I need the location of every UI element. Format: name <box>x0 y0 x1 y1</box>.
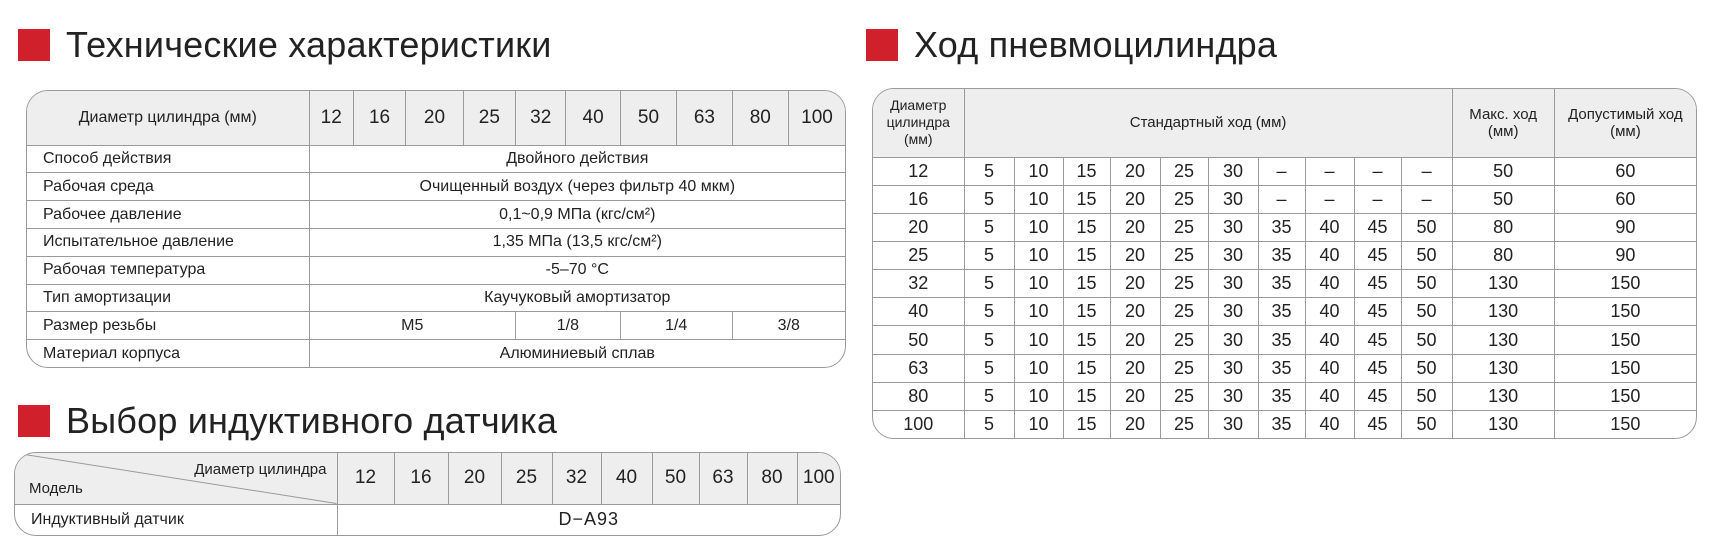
stroke-value: 25 <box>1160 410 1208 438</box>
stroke-row <box>873 157 1696 185</box>
spec-row-label: Тип амортизации <box>27 284 309 312</box>
sensor-diameter: 16 <box>394 453 448 504</box>
spec-diameter: 32 <box>516 91 566 145</box>
stroke-value: 30 <box>1208 382 1258 410</box>
stroke-value: – <box>1258 157 1305 185</box>
spec-title: Технические характеристики <box>66 24 552 65</box>
stroke-max: 80 <box>1452 241 1554 269</box>
stroke-value: 30 <box>1208 213 1258 241</box>
stroke-value: 35 <box>1258 382 1305 410</box>
spec-table <box>26 90 846 368</box>
stroke-diameter: 100 <box>873 410 964 438</box>
stroke-value: 40 <box>1305 241 1354 269</box>
stroke-value: 10 <box>1014 270 1063 298</box>
stroke-value: 45 <box>1354 270 1401 298</box>
stroke-allowed: 150 <box>1554 382 1696 410</box>
stroke-value: 45 <box>1354 326 1401 354</box>
stroke-value: 35 <box>1258 298 1305 326</box>
spec-row-cushion <box>27 284 845 312</box>
stroke-value: – <box>1401 157 1452 185</box>
stroke-value: 5 <box>964 213 1014 241</box>
stroke-value: 15 <box>1063 241 1110 269</box>
stroke-value: 15 <box>1063 298 1110 326</box>
stroke-value: 50 <box>1401 270 1452 298</box>
sensor-corner-cell <box>15 453 337 504</box>
stroke-row <box>873 382 1696 410</box>
spec-row-label: Способ действия <box>27 145 309 173</box>
sensor-diameter: 32 <box>552 453 601 504</box>
sensor-corner-top: Диаметр цилиндра <box>194 461 327 478</box>
stroke-value: – <box>1305 157 1354 185</box>
stroke-max: 130 <box>1452 270 1554 298</box>
sensor-diameter: 25 <box>501 453 552 504</box>
stroke-value: 20 <box>1110 185 1160 213</box>
stroke-value: 5 <box>964 326 1014 354</box>
stroke-value: 40 <box>1305 298 1354 326</box>
spec-header-label: Диаметр цилиндра (мм) <box>27 91 309 145</box>
spec-row-label: Рабочая среда <box>27 173 309 201</box>
stroke-value: 15 <box>1063 354 1110 382</box>
spec-thread-value: 3/8 <box>732 312 845 340</box>
spec-section-title <box>18 24 552 66</box>
sensor-row-label: Индуктивный датчик <box>15 504 337 535</box>
stroke-value: 20 <box>1110 326 1160 354</box>
stroke-diameter: 63 <box>873 354 964 382</box>
stroke-allowed: 150 <box>1554 270 1696 298</box>
stroke-value: 5 <box>964 410 1014 438</box>
stroke-value: 15 <box>1063 185 1110 213</box>
stroke-value: 30 <box>1208 241 1258 269</box>
stroke-value: 25 <box>1160 298 1208 326</box>
stroke-row <box>873 410 1696 438</box>
sensor-diameter: 50 <box>652 453 699 504</box>
stroke-row <box>873 270 1696 298</box>
stroke-value: 25 <box>1160 354 1208 382</box>
stroke-allowed: 90 <box>1554 213 1696 241</box>
stroke-title: Ход пневмоцилиндра <box>914 24 1278 65</box>
sensor-table <box>14 452 841 536</box>
stroke-row <box>873 213 1696 241</box>
stroke-value: 40 <box>1305 410 1354 438</box>
stroke-value: – <box>1401 185 1452 213</box>
stroke-value: – <box>1258 185 1305 213</box>
stroke-value: 10 <box>1014 241 1063 269</box>
stroke-value: 20 <box>1110 157 1160 185</box>
sensor-diameter: 20 <box>448 453 501 504</box>
stroke-value: 20 <box>1110 213 1160 241</box>
red-square-marker <box>866 29 898 61</box>
spec-diameter: 100 <box>789 91 846 145</box>
sensor-header-row <box>15 453 840 504</box>
stroke-value: 45 <box>1354 410 1401 438</box>
stroke-allowed: 150 <box>1554 298 1696 326</box>
stroke-header-max: Макс. ход (мм) <box>1452 89 1554 157</box>
stroke-value: 35 <box>1258 213 1305 241</box>
sensor-diameter: 12 <box>337 453 394 504</box>
stroke-max: 130 <box>1452 410 1554 438</box>
stroke-max: 130 <box>1452 382 1554 410</box>
stroke-value: 5 <box>964 185 1014 213</box>
stroke-value: 45 <box>1354 354 1401 382</box>
stroke-row <box>873 241 1696 269</box>
spec-row-label: Рабочая температура <box>27 256 309 284</box>
sensor-diameter: 63 <box>699 453 747 504</box>
stroke-header-row <box>873 89 1696 157</box>
spec-diameter: 20 <box>406 91 463 145</box>
red-square-marker <box>18 29 50 61</box>
spec-row-value: 1,35 МПа (13,5 кгс/см²) <box>309 228 845 256</box>
stroke-value: 25 <box>1160 382 1208 410</box>
stroke-value: 10 <box>1014 298 1063 326</box>
spec-row-test-pressure <box>27 228 845 256</box>
stroke-diameter: 16 <box>873 185 964 213</box>
stroke-value: 20 <box>1110 270 1160 298</box>
stroke-value: 30 <box>1208 185 1258 213</box>
stroke-value: 10 <box>1014 185 1063 213</box>
stroke-value: 10 <box>1014 157 1063 185</box>
stroke-value: 50 <box>1401 410 1452 438</box>
stroke-value: 20 <box>1110 382 1160 410</box>
stroke-value: 50 <box>1401 354 1452 382</box>
stroke-value: 45 <box>1354 213 1401 241</box>
stroke-allowed: 150 <box>1554 410 1696 438</box>
spec-row-value: Двойного действия <box>309 145 845 173</box>
stroke-value: – <box>1354 157 1401 185</box>
spec-row-value: Очищенный воздух (через фильтр 40 мкм) <box>309 173 845 201</box>
stroke-value: 10 <box>1014 382 1063 410</box>
spec-thread-value: 1/8 <box>516 312 621 340</box>
stroke-value: – <box>1305 185 1354 213</box>
stroke-value: 40 <box>1305 270 1354 298</box>
stroke-diameter: 50 <box>873 326 964 354</box>
stroke-value: 45 <box>1354 241 1401 269</box>
stroke-row <box>873 298 1696 326</box>
stroke-diameter: 25 <box>873 241 964 269</box>
stroke-value: 45 <box>1354 382 1401 410</box>
stroke-value: 50 <box>1401 213 1452 241</box>
stroke-diameter: 40 <box>873 298 964 326</box>
stroke-value: 20 <box>1110 298 1160 326</box>
spec-diameter: 40 <box>566 91 620 145</box>
stroke-value: 40 <box>1305 382 1354 410</box>
stroke-table <box>872 88 1697 439</box>
stroke-value: 30 <box>1208 157 1258 185</box>
spec-diameter: 25 <box>463 91 515 145</box>
stroke-value: 25 <box>1160 157 1208 185</box>
stroke-max: 80 <box>1452 213 1554 241</box>
spec-header-row <box>27 91 845 145</box>
spec-thread-value: M5 <box>309 312 515 340</box>
stroke-value: 15 <box>1063 270 1110 298</box>
stroke-value: 25 <box>1160 185 1208 213</box>
spec-row-thread <box>27 312 845 340</box>
spec-row-label: Рабочее давление <box>27 201 309 229</box>
stroke-value: 50 <box>1401 298 1452 326</box>
stroke-value: 5 <box>964 354 1014 382</box>
stroke-value: 40 <box>1305 326 1354 354</box>
stroke-value: 20 <box>1110 354 1160 382</box>
stroke-row <box>873 354 1696 382</box>
spec-diameter: 63 <box>677 91 732 145</box>
stroke-value: 35 <box>1258 326 1305 354</box>
stroke-value: 5 <box>964 270 1014 298</box>
stroke-value: 35 <box>1258 354 1305 382</box>
stroke-value: 25 <box>1160 213 1208 241</box>
stroke-value: 40 <box>1305 354 1354 382</box>
spec-row-action <box>27 145 845 173</box>
stroke-value: 40 <box>1305 213 1354 241</box>
spec-row-temperature <box>27 256 845 284</box>
stroke-value: 25 <box>1160 270 1208 298</box>
stroke-value: 25 <box>1160 241 1208 269</box>
spec-diameter: 80 <box>732 91 788 145</box>
stroke-value: 50 <box>1401 241 1452 269</box>
stroke-value: 10 <box>1014 213 1063 241</box>
stroke-allowed: 150 <box>1554 326 1696 354</box>
stroke-section-title <box>866 24 1277 66</box>
stroke-header-standard: Стандартный ход (мм) <box>964 89 1452 157</box>
stroke-value: 25 <box>1160 326 1208 354</box>
stroke-value: 35 <box>1258 241 1305 269</box>
stroke-value: 30 <box>1208 410 1258 438</box>
stroke-value: 50 <box>1401 326 1452 354</box>
sensor-corner-bottom: Модель <box>29 479 83 497</box>
stroke-value: 10 <box>1014 354 1063 382</box>
stroke-header-allowed: Допустимый ход (мм) <box>1554 89 1696 157</box>
stroke-value: 35 <box>1258 270 1305 298</box>
stroke-value: – <box>1354 185 1401 213</box>
stroke-allowed: 90 <box>1554 241 1696 269</box>
stroke-max: 130 <box>1452 298 1554 326</box>
stroke-value: 30 <box>1208 326 1258 354</box>
spec-row-label: Материал корпуса <box>27 340 309 367</box>
stroke-value: 15 <box>1063 213 1110 241</box>
stroke-value: 15 <box>1063 382 1110 410</box>
stroke-allowed: 60 <box>1554 185 1696 213</box>
spec-row-material <box>27 340 845 367</box>
stroke-body <box>873 157 1696 438</box>
spec-thread-value: 1/4 <box>620 312 732 340</box>
stroke-value: 10 <box>1014 410 1063 438</box>
stroke-row <box>873 185 1696 213</box>
stroke-allowed: 150 <box>1554 354 1696 382</box>
spec-row-pressure <box>27 201 845 229</box>
stroke-value: 10 <box>1014 326 1063 354</box>
stroke-row <box>873 326 1696 354</box>
stroke-header-diameter: Диаметр цилиндра (мм) <box>873 89 964 157</box>
spec-row-value: 0,1~0,9 МПа (кгс/см²) <box>309 201 845 229</box>
spec-row-value: Алюминиевый сплав <box>309 340 845 367</box>
sensor-title: Выбор индуктивного датчика <box>66 400 558 441</box>
spec-row-value: -5–70 °C <box>309 256 845 284</box>
stroke-value: 15 <box>1063 326 1110 354</box>
spec-row-label: Размер резьбы <box>27 312 309 340</box>
stroke-value: 30 <box>1208 270 1258 298</box>
stroke-max: 50 <box>1452 185 1554 213</box>
spec-row-label: Испытательное давление <box>27 228 309 256</box>
sensor-diameter: 40 <box>601 453 652 504</box>
stroke-value: 45 <box>1354 298 1401 326</box>
stroke-max: 50 <box>1452 157 1554 185</box>
stroke-max: 130 <box>1452 326 1554 354</box>
stroke-diameter: 32 <box>873 270 964 298</box>
stroke-value: 5 <box>964 157 1014 185</box>
spec-diameter: 16 <box>353 91 405 145</box>
stroke-value: 5 <box>964 241 1014 269</box>
spec-diameter: 50 <box>620 91 676 145</box>
stroke-value: 20 <box>1110 241 1160 269</box>
spec-row-value: Каучуковый амортизатор <box>309 284 845 312</box>
sensor-row-value: D−A93 <box>337 504 840 535</box>
stroke-value: 15 <box>1063 410 1110 438</box>
sensor-diameter: 80 <box>747 453 797 504</box>
stroke-value: 30 <box>1208 354 1258 382</box>
stroke-value: 20 <box>1110 410 1160 438</box>
stroke-value: 35 <box>1258 410 1305 438</box>
stroke-value: 50 <box>1401 382 1452 410</box>
stroke-max: 130 <box>1452 354 1554 382</box>
red-square-marker <box>18 405 50 437</box>
stroke-value: 30 <box>1208 298 1258 326</box>
stroke-diameter: 12 <box>873 157 964 185</box>
spec-diameter: 12 <box>309 91 353 145</box>
sensor-section-title <box>18 400 557 442</box>
stroke-value: 15 <box>1063 157 1110 185</box>
stroke-diameter: 80 <box>873 382 964 410</box>
sensor-diameter: 100 <box>797 453 840 504</box>
spec-row-medium <box>27 173 845 201</box>
stroke-value: 5 <box>964 382 1014 410</box>
stroke-allowed: 60 <box>1554 157 1696 185</box>
stroke-value: 5 <box>964 298 1014 326</box>
sensor-row <box>15 504 840 535</box>
stroke-diameter: 20 <box>873 213 964 241</box>
